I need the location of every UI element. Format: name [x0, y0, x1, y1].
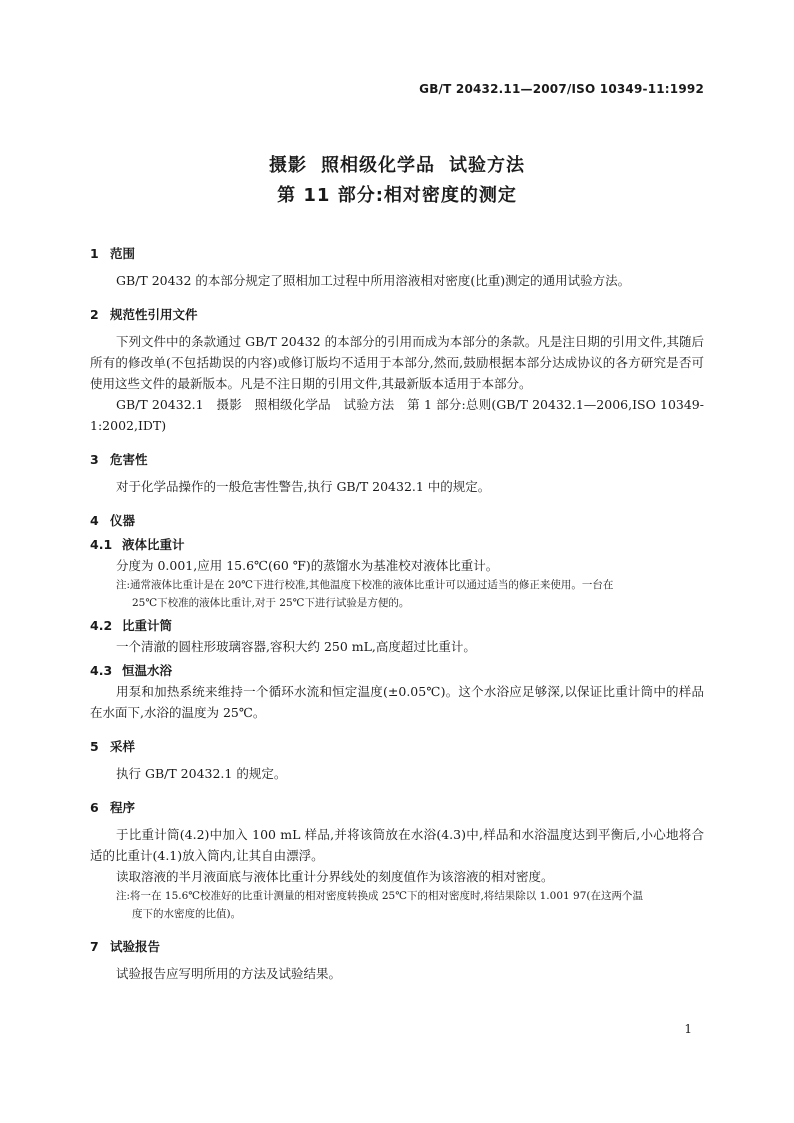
procedure-note: [90, 887, 704, 923]
title-part-test-methods: 试验方法: [449, 155, 525, 176]
subsection-heading-hydrometer: [90, 535, 704, 555]
procedure-paragraph-2: 读取溶液的半月液面底与液体比重计分界线处的刻度值作为该溶液的相对密度。: [116, 869, 554, 884]
cylinder-paragraph: 一个清澈的圆柱形玻璃容器,容积大约 250 mL,高度超过比重计。: [116, 639, 476, 654]
standard-code-header: GB/T 20432.11—2007/ISO 10349-11:1992: [419, 82, 704, 96]
section-heading-procedure: [90, 798, 704, 818]
title-part-photography: 摄影: [269, 155, 307, 176]
note-label: 注:: [116, 890, 131, 902]
water-bath-paragraph: 用泵和加热系统来维持一个循环水流和恒定温度(±0.05℃)。这个水浴应足够深,以保证比重计筒中的样品在水面下,水浴的温度为 25℃。: [90, 684, 704, 720]
note-label: 注:: [116, 579, 131, 591]
section-title: 程序: [110, 800, 136, 815]
procedure-paragraph-1: 于比重计筒(4.2)中加入 100 mL 样品,并将该筒放在水浴(4.3)中,样品和水浴温度达到平衡后,小心地将合适的比重计(4.1)放入筒内,让其自由漂浮。: [90, 827, 704, 863]
hydrometer-paragraph: 分度为 0.001,应用 15.6℃(60 ℉)的蒸馏水为基准校对液体比重计。: [116, 558, 499, 573]
note-text-line2: 度下的水密度的比值)。: [132, 908, 242, 920]
section-number: 5: [90, 739, 99, 754]
note-text-line1: 通常液体比重计是在 20℃下进行校准,其他温度下校准的液体比重计可以通过适当的修正来使用。一台在: [130, 579, 614, 591]
section-heading-apparatus: [90, 511, 704, 531]
sampling-paragraph: 执行 GB/T 20432.1 的规定。: [116, 766, 287, 781]
note-text-line1: 将一在 15.6℃校准好的比重计测量的相对密度转换成 25℃下的相对密度时,将结果除以 1.001 97(在这两个温: [130, 890, 643, 902]
section-number: 3: [90, 452, 99, 467]
section-number: 1: [90, 246, 99, 261]
section-title: 规范性引用文件: [110, 307, 198, 322]
section-heading-scope: [90, 244, 704, 264]
subsection-number: 4.3: [90, 663, 113, 678]
page-number: 1: [684, 1022, 692, 1036]
scope-paragraph: GB/T 20432 的本部分规定了照相加工过程中所用溶液相对密度(比重)测定的通用试验方法。: [116, 273, 631, 288]
section-heading-test-report: [90, 937, 704, 957]
references-paragraph: 下列文件中的条款通过 GB/T 20432 的本部分的引用而成为本部分的条款。凡是注日期的引用文件,其随后所有的修改单(不包括勘误的内容)或修订版均不适用于本部分,然而,鼓励根据本部分达成协议的各方研究是否可使用这些文件的最新版本。凡是不注日期的引用文件,其最新版本适用于本部分。: [90, 334, 704, 391]
section-title: 试验报告: [110, 939, 161, 954]
title-part-chemicals: 照相级化学品: [321, 155, 435, 176]
subsection-number: 4.2: [90, 618, 113, 633]
section-heading-sampling: [90, 737, 704, 757]
hydrometer-note: [90, 576, 704, 612]
subsection-title: 比重计筒: [122, 618, 173, 633]
section-title: 采样: [110, 739, 136, 754]
document-title-line2: 第 11 部分:相对密度的测定: [277, 185, 517, 206]
subsection-heading-hydrometer-cylinder: [90, 616, 704, 636]
section-number: 4: [90, 513, 99, 528]
subsection-number: 4.1: [90, 537, 113, 552]
document-body: [90, 244, 704, 984]
reference-entry: GB/T 20432.1 摄影 照相级化学品 试验方法 第 1 部分:总则(GB/T 20432.1—2006,ISO 10349-1:2002,IDT): [90, 397, 704, 433]
test-report-paragraph: 试验报告应写明所用的方法及试验结果。: [116, 966, 342, 981]
section-title: 危害性: [110, 452, 148, 467]
subsection-heading-water-bath: [90, 661, 704, 681]
section-number: 7: [90, 939, 99, 954]
section-heading-normative-references: [90, 305, 704, 325]
subsection-title: 液体比重计: [122, 537, 185, 552]
note-text-line2: 25℃下校准的液体比重计,对于 25℃下进行试验是方便的。: [132, 597, 410, 609]
hazards-paragraph: 对于化学品操作的一般危害性警告,执行 GB/T 20432.1 中的规定。: [116, 479, 491, 494]
section-number: 2: [90, 307, 99, 322]
section-title: 仪器: [110, 513, 136, 528]
document-title-line1: [0, 151, 794, 177]
section-title: 范围: [110, 246, 136, 261]
section-number: 6: [90, 800, 99, 815]
section-heading-hazards: [90, 450, 704, 470]
subsection-title: 恒温水浴: [122, 663, 173, 678]
